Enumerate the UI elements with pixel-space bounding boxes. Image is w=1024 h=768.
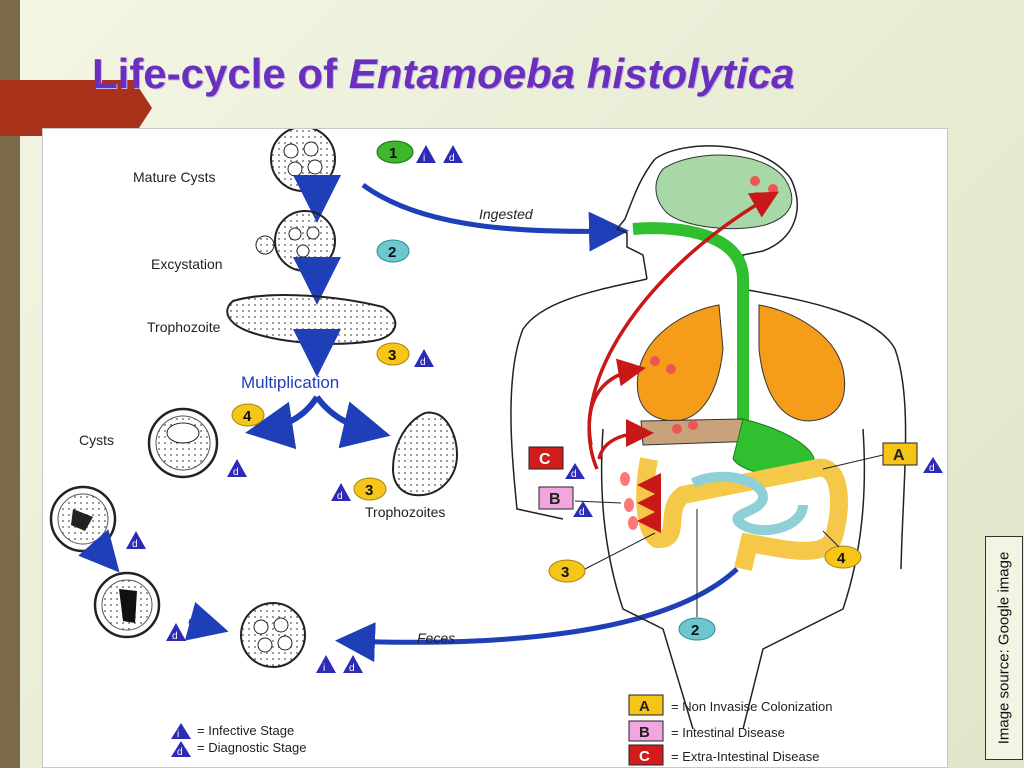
- label-multiplication: Multiplication: [241, 373, 340, 392]
- legend-a-label: = Non Invasise Colonization: [671, 699, 833, 714]
- excystation-cyst-icon: [256, 211, 335, 271]
- svg-text:d: d: [233, 467, 239, 478]
- feces-arrow-icon: [345, 569, 737, 642]
- svg-text:1: 1: [389, 145, 398, 162]
- legend-a: [629, 695, 833, 715]
- page-title: [92, 50, 992, 98]
- arrow-down-icon: [99, 549, 113, 565]
- svg-text:i: i: [423, 153, 426, 164]
- svg-text:A: A: [639, 698, 650, 715]
- infective-stage-icon: [316, 655, 336, 674]
- diagnostic-stage-icon: [565, 463, 585, 480]
- svg-text:d: d: [579, 507, 585, 518]
- marker-b: [539, 487, 573, 509]
- arrow-right-icon: [189, 621, 219, 629]
- svg-text:B: B: [549, 491, 561, 508]
- svg-text:d: d: [177, 747, 183, 758]
- svg-text:d: d: [449, 153, 455, 164]
- infective-stage-icon: [416, 145, 436, 164]
- diagnostic-stage-icon: [443, 145, 463, 164]
- legend-c: [629, 745, 819, 765]
- step-3-leader: [585, 533, 655, 569]
- label-cysts: Cysts: [79, 432, 114, 448]
- diagram-canvas: [43, 129, 949, 768]
- svg-text:d: d: [172, 631, 178, 642]
- step-3-badge: [377, 343, 409, 365]
- arrow-right-split-icon: [317, 397, 379, 433]
- svg-text:B: B: [639, 724, 650, 741]
- diagnostic-stage-icon: [414, 349, 434, 368]
- label-excystation: Excystation: [151, 256, 223, 272]
- diagnostic-stage-icon: [923, 457, 943, 474]
- image-source-note: [985, 536, 1023, 760]
- life-cycle-diagram: [42, 128, 948, 768]
- svg-text:3: 3: [365, 482, 374, 499]
- svg-text:2: 2: [388, 244, 397, 261]
- legend-infective: [171, 723, 294, 740]
- lesion-icon: [650, 356, 660, 366]
- mature-cyst-icon: [271, 129, 335, 191]
- step-4-badge: [232, 404, 264, 426]
- svg-text:3: 3: [561, 564, 570, 581]
- step-1-badge: [377, 141, 413, 163]
- svg-text:d: d: [132, 539, 138, 550]
- marker-a: [883, 443, 917, 465]
- arrow-left-split-icon: [257, 397, 317, 431]
- diagnostic-stage-icon: [227, 459, 247, 478]
- image-source-text: Image source: Google image: [995, 551, 1013, 745]
- svg-text:d: d: [420, 357, 426, 368]
- marker-b-leader: [575, 501, 621, 503]
- label-mature-cysts: Mature Cysts: [133, 169, 216, 185]
- lesion-icon: [768, 184, 778, 194]
- label-ingested: Ingested: [479, 206, 533, 222]
- svg-text:d: d: [349, 663, 355, 674]
- right-lung-icon: [759, 305, 845, 421]
- title-italic: Entamoeba histolytica: [348, 50, 795, 97]
- lesion-icon: [672, 424, 682, 434]
- cyst-two-nuclei-icon: [51, 487, 115, 551]
- cyst-early-icon: [149, 409, 217, 477]
- label-feces: Feces: [417, 630, 456, 646]
- svg-text:C: C: [539, 451, 551, 468]
- label-trophozoites: Trophozoites: [365, 504, 446, 520]
- svg-text:d: d: [571, 469, 577, 480]
- diagnostic-stage-icon: [166, 623, 186, 642]
- svg-text:d: d: [337, 491, 343, 502]
- legend-c-label: = Extra-Intestinal Disease: [671, 749, 820, 764]
- step-2-badge: [377, 240, 409, 262]
- svg-text:4: 4: [243, 408, 252, 425]
- svg-text:2: 2: [691, 622, 700, 639]
- step-3-badge-trophozoites: [354, 478, 386, 500]
- legend-infective-label: = Infective Stage: [197, 723, 295, 738]
- diagnostic-stage-icon: [343, 655, 363, 674]
- body-step-2-badge: [679, 618, 715, 640]
- svg-text:3: 3: [388, 347, 397, 364]
- trophozoites-icon: [393, 412, 457, 495]
- spread-to-liver-arrow-icon: [599, 433, 647, 459]
- left-lung-icon: [637, 305, 723, 421]
- trophozoite-icon: [227, 295, 395, 344]
- legend-b: [629, 721, 785, 741]
- svg-text:4: 4: [837, 550, 846, 567]
- lesion-icon: [750, 176, 760, 186]
- svg-text:i: i: [177, 729, 180, 740]
- title-plain: Life-cycle of: [92, 50, 349, 97]
- svg-text:i: i: [323, 663, 326, 674]
- diagnostic-stage-icon: [573, 501, 593, 518]
- lesion-icon: [666, 364, 676, 374]
- legend-diagnostic-label: = Diagnostic Stage: [197, 740, 307, 755]
- diagnostic-stage-icon: [331, 483, 351, 502]
- body-step-3-badge: [549, 560, 585, 582]
- body-step-4-badge: [825, 546, 861, 568]
- cyst-four-nuclei-icon: [95, 573, 159, 637]
- svg-text:A: A: [893, 447, 905, 464]
- label-trophozoite: Trophozoite: [147, 319, 221, 335]
- excreted-cyst-icon: [241, 603, 305, 667]
- svg-text:C: C: [639, 748, 650, 765]
- lesion-icon: [688, 420, 698, 430]
- marker-c: [529, 447, 563, 469]
- legend-b-label: = Intestinal Disease: [671, 725, 785, 740]
- diagnostic-stage-icon: [126, 531, 146, 550]
- svg-text:d: d: [929, 463, 935, 474]
- legend-diagnostic: [171, 740, 306, 758]
